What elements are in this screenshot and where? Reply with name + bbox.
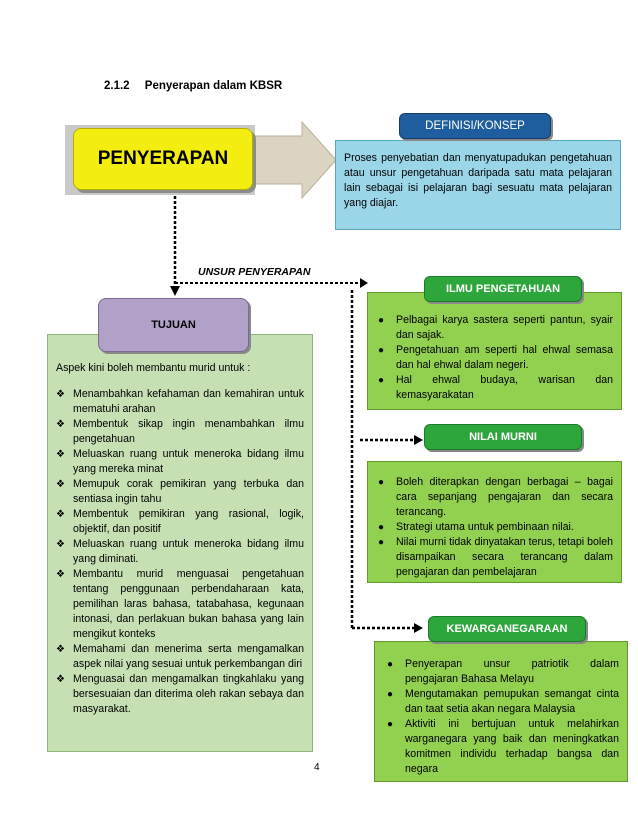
tujuan-item-text: Membentuk pemikiran yang rasional, logik, objektif, dan positif [73,508,304,535]
tujuan-title-label: TUJUAN [151,319,196,331]
tujuan-item [56,417,304,447]
kewarganegaraan-item [381,717,619,777]
ilmu-title-label: ILMU PENGETAHUAN [445,283,561,295]
nilai-item [372,520,613,535]
tujuan-item [56,537,304,567]
nilai-item-text: Strategi utama untuk pembinaan nilai. [396,521,574,533]
tujuan-item-text: Membantu murid menguasai pengetahuan tentang penggunaan perbendaharaan kata, pemilihan laras bahasa, tatabahasa, kegunaan intonasi, dan perlakuan bukan bahasa yang lain mengikut konteks [73,568,304,640]
ilmu-item-text: Pengetahuan am seperti hal ehwal semasa dan hal ehwal dalam negeri. [396,344,613,371]
diamond-bullet-icon: ❖ [56,539,65,550]
tujuan-item-text: Membentuk sikap ingin menambahkan ilmu pengetahuan [73,418,304,445]
nilai-item [372,475,613,520]
ilmu-title [424,276,582,302]
nilai-list [372,475,613,580]
tujuan-item [56,642,304,672]
ilmu-item-text: Pelbagai karya sastera seperti pantun, syair dan sajak. [396,314,613,341]
definition-title-label: DEFINISI/KONSEP [425,120,525,132]
arrow-head-kewarganegaraan [414,623,423,633]
diamond-bullet-icon: ❖ [56,674,65,685]
main-concept-box [73,128,253,190]
ilmu-item [372,373,613,403]
circle-bullet-icon: ● [378,477,385,488]
circle-bullet-icon: ● [378,345,385,356]
nilai-title [424,424,582,450]
tujuan-item [56,507,304,537]
nilai-item-text: Nilai murni tidak dinyatakan terus, tetapi boleh disampaikan secara terancang dalam pengajaran dan pembelajaran [396,536,613,578]
circle-bullet-icon: ● [387,719,394,730]
arrow-head-tujuan [170,286,180,296]
page-number: 4 [314,762,320,773]
diamond-bullet-icon: ❖ [56,449,65,460]
unsur-penyerapan-label: UNSUR PENYERAPAN [198,266,311,278]
diamond-bullet-icon: ❖ [56,509,65,520]
kewarganegaraan-list [381,657,619,777]
kewarganegaraan-item-text: Aktiviti ini bertujuan untuk melahirkan warganegara yang baik dan meningkatkan komitmen individu terhadap bangsa dan negara [405,718,619,775]
circle-bullet-icon: ● [378,522,385,533]
diamond-bullet-icon: ❖ [56,419,65,430]
tujuan-list [56,387,304,717]
tujuan-intro: Aspek kini boleh membantu murid untuk : [56,362,251,374]
kewarganegaraan-box [374,641,628,782]
circle-bullet-icon: ● [378,315,385,326]
nilai-item-text: Boleh diterapkan dengan berbagai – bagai cara sepanjang pengajaran dan secara terancang. [396,476,613,518]
tujuan-item [56,672,304,717]
tujuan-item [56,477,304,507]
section-title: Penyerapan dalam KBSR [144,80,283,92]
tujuan-box [47,334,313,752]
big-arrow-icon [254,122,336,198]
definition-text: Proses penyebatian dan menyatupadukan pengetahuan atau unsur pengetahuan daripada satu mata pelajaran lain sebagai isi pelajaran bagi sesuatu mata pelajaran yang diajar. [344,152,612,209]
tujuan-item-text: Memupuk corak pemikiran yang terbuka dan sentiasa ingin tahu [73,478,304,505]
kewarganegaraan-title-label: KEWARGANEGARAAN [446,623,568,635]
circle-bullet-icon: ● [387,659,394,670]
ilmu-item [372,343,613,373]
kewarganegaraan-item [381,687,619,717]
definition-box [335,140,621,230]
tujuan-item [56,447,304,477]
tujuan-title [98,298,249,352]
diamond-bullet-icon: ❖ [56,389,65,400]
tujuan-item-text: Meluaskan ruang untuk meneroka bidang ilmu yang diminati. [73,538,304,565]
tujuan-item-text: Memahami dan menerima serta mengamalkan aspek nilai yang sesuai untuk perkembangan diri [73,643,304,670]
diamond-bullet-icon: ❖ [56,569,65,580]
tujuan-item-text: Menambahkan kefahaman dan kemahiran untuk mematuhi arahan [73,388,304,415]
tujuan-item-text: Menguasai dan mengamalkan tingkahlaku yang bersesuaian dan diterima oleh rakan sebaya dan masyarakat. [73,673,304,715]
ilmu-item-text: Hal ehwal budaya, warisan dan kemasyarakatan [396,374,613,401]
tujuan-item-text: Meluaskan ruang untuk meneroka bidang ilmu yang mereka minat [73,448,304,475]
kewarganegaraan-item-text: Penyerapan unsur patriotik dalam pengajaran Bahasa Melayu [405,658,619,685]
main-concept-label: PENYERAPAN [97,148,229,169]
ilmu-box [367,292,622,410]
kewarganegaraan-item [381,657,619,687]
circle-bullet-icon: ● [378,537,385,548]
arrow-head-unsur [360,278,368,288]
definition-title [399,113,551,139]
tujuan-item [56,567,304,642]
circle-bullet-icon: ● [387,689,394,700]
arrow-head-nilai [414,435,423,445]
diamond-bullet-icon: ❖ [56,644,65,655]
ilmu-list [372,313,613,403]
section-number: 2.1.2 [104,80,130,92]
diamond-bullet-icon: ❖ [56,479,65,490]
nilai-item [372,535,613,580]
kewarganegaraan-item-text: Mengutamakan pemupukan semangat cinta dan taat setia akan negara Malaysia [405,688,619,715]
kewarganegaraan-title [428,616,586,642]
ilmu-item [372,313,613,343]
nilai-title-label: NILAI MURNI [469,431,537,443]
circle-bullet-icon: ● [378,375,385,386]
tujuan-item [56,387,304,417]
nilai-box [367,461,622,583]
